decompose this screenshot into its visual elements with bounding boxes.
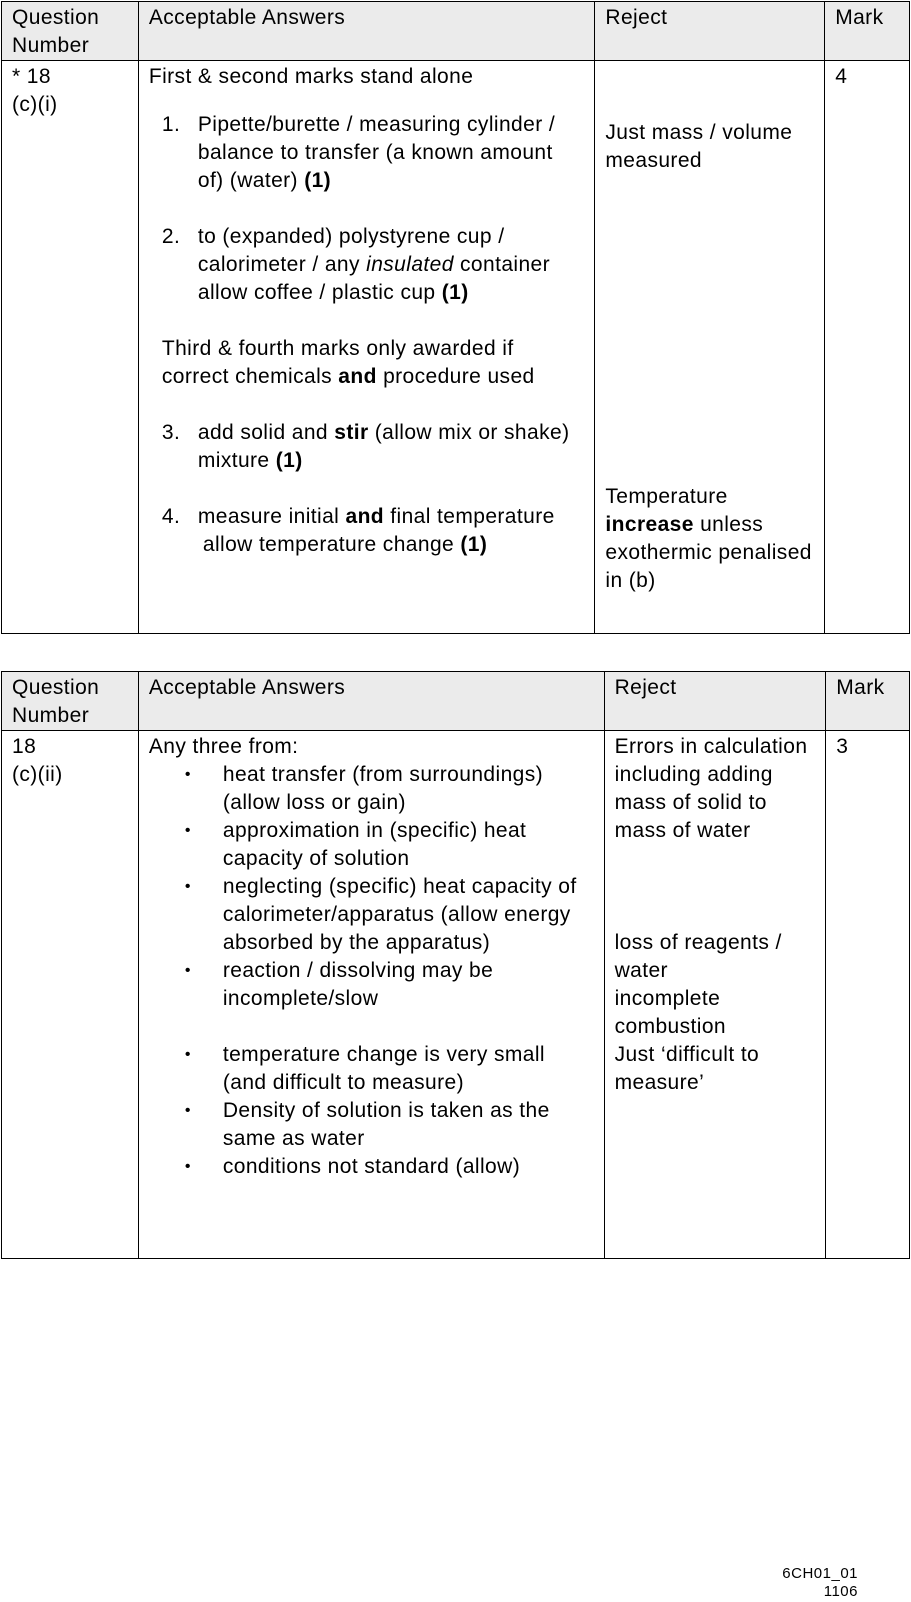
list-item: 1. Pipette/burette / measuring cylinder / balance to transfer (a known amount of) (water) (1) [161, 113, 556, 192]
bullet-text: conditions not standard (allow) [222, 1155, 521, 1178]
acceptable-answers-cell [138, 731, 604, 1259]
header-reject: Reject [604, 672, 826, 731]
reject-text: Just ‘difficult to measure’ [614, 1043, 760, 1094]
reject-text: Temperature increase unless exothermic penalised in (b) [605, 485, 812, 592]
list-item [149, 1041, 594, 1097]
list-item: 2. to (expanded) polystyrene cup / calorimeter / any insulated container allow coffee / plastic cup (1) [161, 225, 551, 304]
list-item: 4. measure initial and final temperature allow temperature change (1) [161, 505, 555, 556]
header-mark: Mark [825, 2, 910, 61]
reject-text: Errors in calculation including adding mass of solid to mass of water [614, 735, 808, 842]
question-number: * 18 [12, 65, 51, 88]
list-item [149, 957, 594, 1013]
mark-cell: 3 [826, 731, 910, 1259]
list-item [149, 817, 594, 873]
list-item [149, 873, 594, 957]
bullet-list-b [149, 1041, 594, 1181]
header-acceptable-answers: Acceptable Answers [138, 672, 604, 731]
page-footer [782, 1565, 858, 1601]
bullet-list-a [149, 761, 594, 1013]
header-mark: Mark [826, 672, 910, 731]
reject-text: loss of reagents / water [614, 931, 782, 982]
paper-code: 6CH01_01 [782, 1565, 858, 1582]
list-item [149, 1153, 594, 1181]
bullet-icon: • [184, 766, 191, 783]
reject-text: Just mass / volume measured [605, 121, 793, 172]
bullet-icon: • [184, 1046, 191, 1063]
bullet-icon: • [184, 962, 191, 979]
list-item [149, 761, 594, 817]
markscheme-table-18cii [1, 671, 910, 1259]
reject-cell [595, 61, 825, 634]
bullet-text: temperature change is very small (and difficult to measure) [222, 1043, 545, 1094]
bullet-icon: • [184, 878, 191, 895]
header-acceptable-answers: Acceptable Answers [138, 2, 595, 61]
markscheme-table-18ci [1, 1, 910, 634]
bullet-text: Density of solution is taken as the same as water [222, 1099, 550, 1150]
question-number-cell [2, 61, 139, 634]
mark-cell: 4 [825, 61, 910, 634]
answer-intro: First & second marks stand alone [148, 65, 474, 88]
header-question-number: Question Number [2, 2, 139, 61]
numbered-list-a [149, 111, 585, 307]
bullet-text: neglecting (specific) heat capacity of calorimeter/apparatus (allow energy absorbed by the apparatus) [222, 875, 577, 954]
bullet-icon: • [184, 1158, 191, 1175]
header-question-number: Question Number [2, 672, 139, 731]
numbered-list-b [149, 419, 585, 559]
bullet-text: approximation in (specific) heat capacity of solution [222, 819, 527, 870]
list-item [149, 1097, 594, 1153]
reject-cell [604, 731, 826, 1259]
answer-intro: Any three from: [148, 735, 299, 758]
reject-text: incomplete combustion [614, 987, 726, 1038]
marking-condition: Third & fourth marks only awarded if correct chemicals and procedure used [161, 337, 535, 388]
acceptable-answers-cell [138, 61, 595, 634]
question-part: (c)(i) [12, 93, 58, 116]
answer-row [2, 731, 910, 1259]
question-number: 18 [12, 735, 37, 758]
header-reject: Reject [595, 2, 825, 61]
bullet-icon: • [184, 822, 191, 839]
bullet-text: heat transfer (from surroundings) (allow loss or gain) [222, 763, 544, 814]
page-number: 1106 [823, 1583, 858, 1600]
question-part: (c)(ii) [12, 763, 63, 786]
bullet-text: reaction / dissolving may be incomplete/slow [222, 959, 494, 1010]
header-row [2, 672, 910, 731]
answer-row [2, 61, 910, 634]
question-number-cell [2, 731, 139, 1259]
bullet-icon: • [184, 1102, 191, 1119]
list-item: 3. add solid and stir (allow mix or shake) mixture (1) [161, 421, 570, 472]
header-row [2, 2, 910, 61]
